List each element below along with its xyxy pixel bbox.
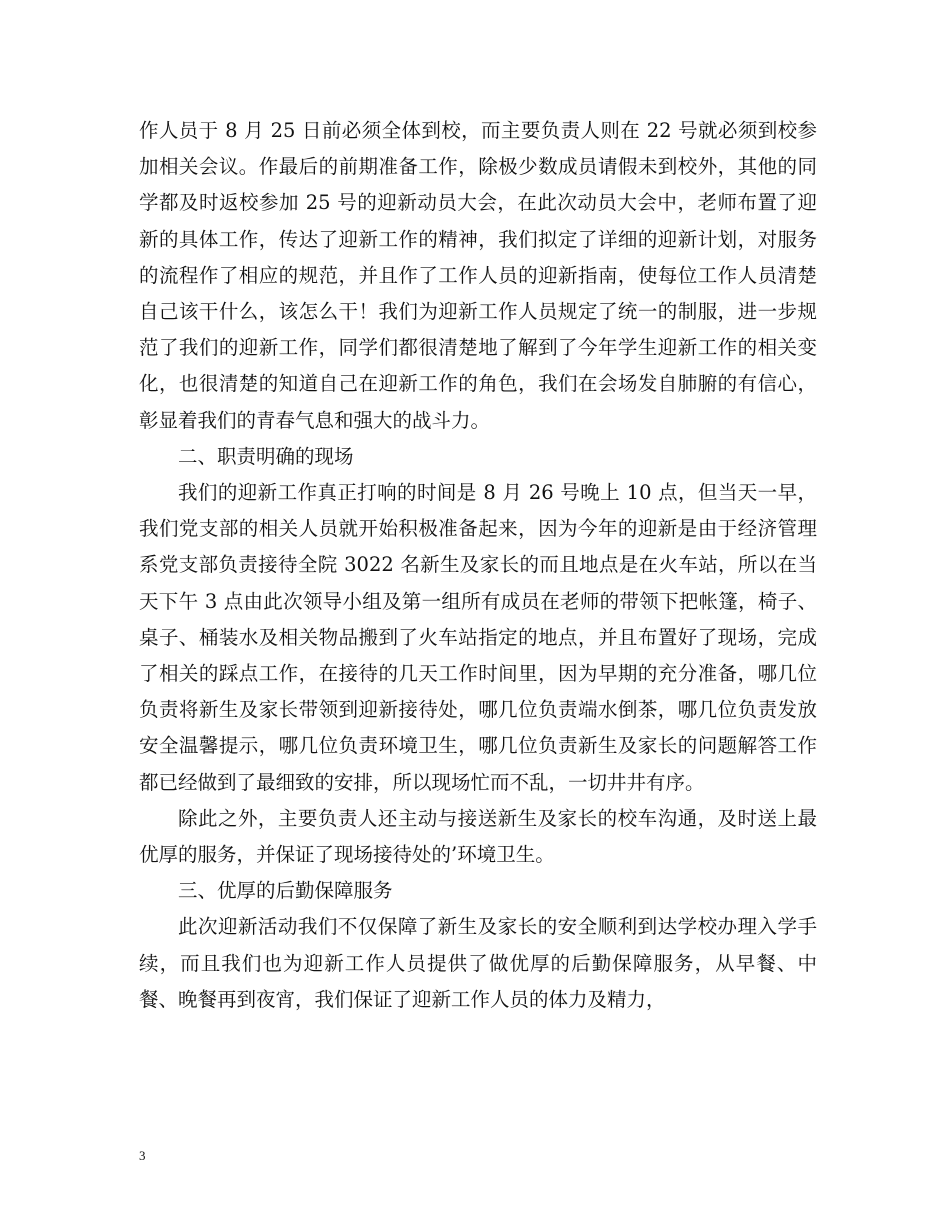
paragraph-body: 我们的迎新工作真正打响的时间是 8 月 26 号晚上 10 点，但当天一早，我们党支部的相关人员就开始积极准备起来，因为今年的迎新是由于经济管理系党支部负责接待全院 3022 名新生及家长的而且地点是在火车站，所以在当天下午 3 点由此次领导小组及第一组所有成员在老师的带领下把帐篷，椅子、桌子、桶装水及相关物品搬到了火车站指定的地点，并且布置好了现场，完成了相关的踩点工作，在接待的几天工作时间里，因为早期的充分准备，哪几位负责将新生及家长带领到迎新接待处，哪几位负责端水倒茶，哪几位负责发放安全温馨提示，哪几位负责环境卫生，哪几位负责新生及家长的问题解答工作都已经做到了最细致的安排，所以现场忙而不乱，一切井井有序。 bbox=[139, 481, 817, 794]
document-body bbox=[139, 113, 817, 1018]
page-number: 3 bbox=[139, 1148, 146, 1163]
section-heading-3: 三、优厚的后勤保障服务 bbox=[178, 879, 393, 903]
section-heading-2: 二、职责明确的现场 bbox=[178, 444, 354, 468]
paragraph-body: 除此之外，主要负责人还主动与接送新生及家长的校车沟通，及时送上最优厚的服务，并保证了现场接待处的’环境卫生。 bbox=[139, 806, 817, 867]
paragraph-body: 此次迎新活动我们不仅保障了新生及家长的安全顺利到达学校办理入学手续，而且我们也为迎新工作人员提供了做优厚的后勤保障服务，从早餐、中餐、晚餐再到夜宵，我们保证了迎新工作人员的体力及精力， bbox=[139, 915, 817, 1011]
paragraph-continuation: 作人员于 8 月 25 日前必须全体到校，而主要负责人则在 22 号就必须到校参加相关会议。作最后的前期准备工作，除极少数成员请假未到校外，其他的同学都及时返校参加 25 号的迎新动员大会，在此次动员大会中，老师布置了迎新的具体工作，传达了迎新工作的精神，我们拟定了详细的迎新计划，对服务的流程作了相应的规范，并且作了工作人员的迎新指南，使每位工作人员清楚自己该干什么，该怎么干！我们为迎新工作人员规定了统一的制服，进一步规范了我们的迎新工作，同学们都很清楚地了解到了今年学生迎新工作的相关变化，也很清楚的知道自己在迎新工作的角色，我们在会场发自肺腑的有信心，彰显着我们的青春气息和强大的战斗力。 bbox=[139, 119, 817, 432]
